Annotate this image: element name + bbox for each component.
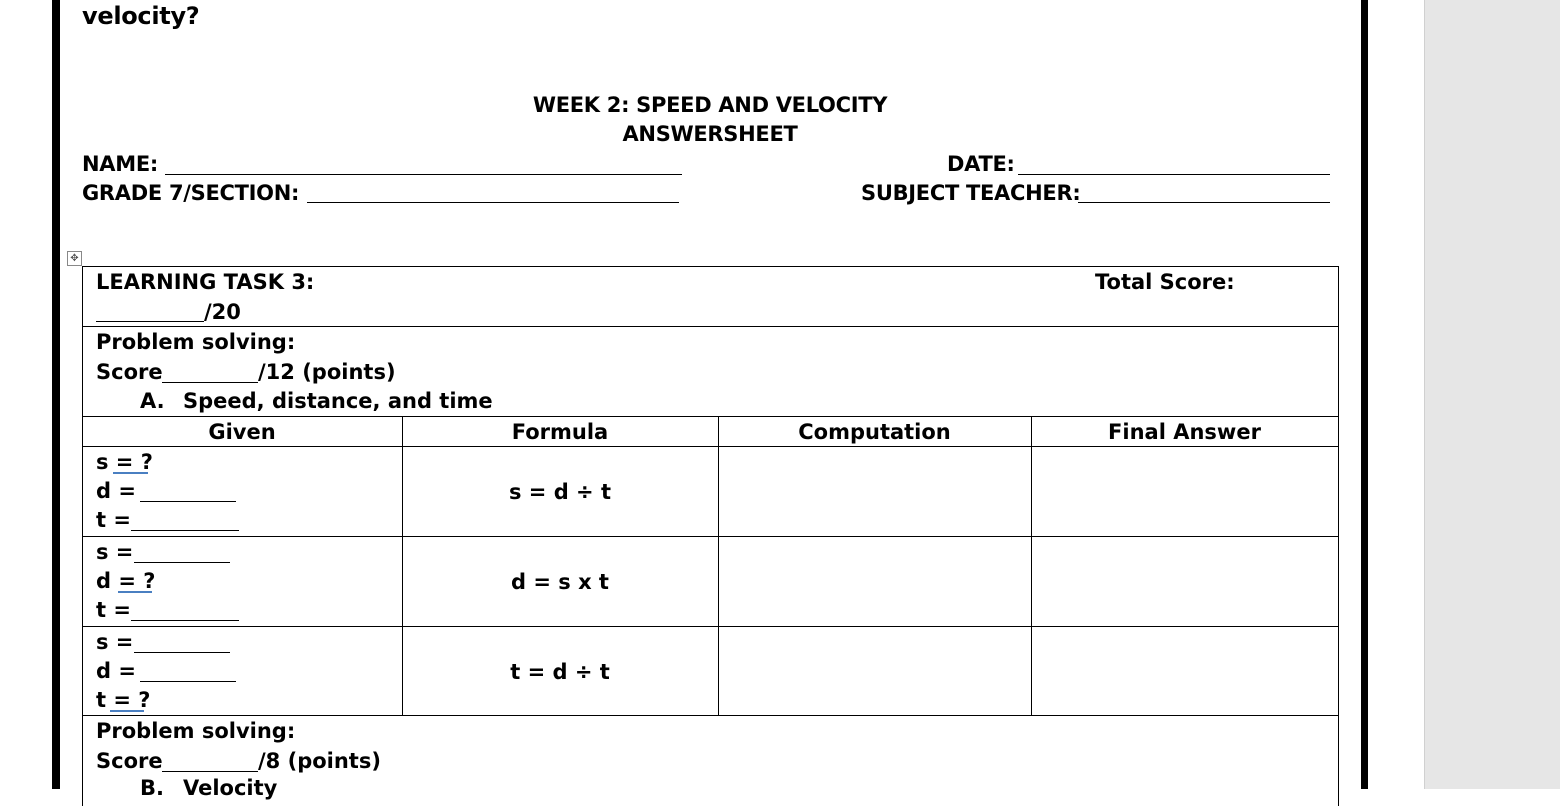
section-b-score-label: Score [96,749,163,773]
given-line: d = ? [96,569,156,593]
date-field[interactable] [1018,174,1330,175]
page-border-right [1361,0,1368,789]
total-score-label: Total Score: [1095,270,1235,294]
spellcheck-underline [118,591,152,593]
learning-task-title: LEARNING TASK 3: [96,270,315,294]
given-line: d = [96,659,136,683]
column-header-final-answer: Final Answer [1108,420,1261,444]
formula-cell: s = d ÷ t [508,480,611,504]
formula-cell: d = s x t [511,570,609,594]
worksheet-subtitle: ANSWERSHEET [622,122,798,146]
section-a-score-label: Score [96,360,163,384]
spellcheck-underline [110,710,144,712]
total-score-blank[interactable] [96,321,204,322]
formula-cell: t = d ÷ t [510,660,610,684]
section-b-score-out-of: /8 (points) [258,749,381,773]
previous-question-text: velocity? [82,2,200,30]
section-a-score-out-of: /12 (points) [258,360,396,384]
given-line: t = ? [96,688,151,712]
name-field[interactable] [165,174,682,175]
answer-blank[interactable] [134,562,230,563]
final-answer-cell[interactable] [1032,537,1337,625]
section-b-part-title: Velocity [183,776,278,800]
final-answer-cell[interactable] [1032,447,1337,535]
page-border-left [52,0,60,789]
section-a-heading: Problem solving: [96,330,296,354]
column-header-given: Given [208,420,276,444]
table-border [82,326,1338,327]
grade-section-label: GRADE 7/SECTION: [82,181,300,205]
column-header-computation: Computation [798,420,951,444]
given-line: s = [96,540,134,564]
computation-cell[interactable] [719,627,1030,714]
table-border [82,715,1338,716]
section-b-part-letter: B. [140,776,164,800]
answer-blank[interactable] [131,530,239,531]
given-line: d = [96,479,136,503]
section-a-score-blank[interactable] [162,382,258,383]
grade-section-field[interactable] [307,202,679,203]
computation-cell[interactable] [719,447,1030,535]
final-answer-cell[interactable] [1032,627,1337,714]
subject-teacher-field[interactable] [1078,202,1330,203]
answer-table [82,266,1338,806]
given-line: s = ? [96,450,153,474]
section-b-heading: Problem solving: [96,719,296,743]
section-b-score-blank[interactable] [162,771,258,772]
given-line: t = [96,598,131,622]
computation-cell[interactable] [719,537,1030,625]
spellcheck-underline [113,472,148,474]
name-label: NAME: [82,152,158,176]
table-border [82,266,1338,267]
date-label: DATE: [947,152,1015,176]
table-border [82,416,1338,417]
column-header-formula: Formula [511,420,609,444]
section-a-part-letter: A. [140,389,165,413]
answer-blank[interactable] [131,620,239,621]
answer-blank[interactable] [140,681,236,682]
worksheet-title: WEEK 2: SPEED AND VELOCITY [532,93,888,117]
document-gutter [1424,0,1560,789]
subject-teacher-label: SUBJECT TEACHER: [861,181,1081,205]
given-line: s = [96,630,134,654]
given-line: t = [96,508,131,532]
table-move-handle-icon[interactable]: ✥ [67,251,82,266]
table-border [1338,266,1339,806]
section-a-part-title: Speed, distance, and time [183,389,493,413]
total-score-out-of: /20 [204,300,241,324]
table-border [82,266,83,806]
answer-blank[interactable] [140,501,236,502]
answer-blank[interactable] [134,652,230,653]
